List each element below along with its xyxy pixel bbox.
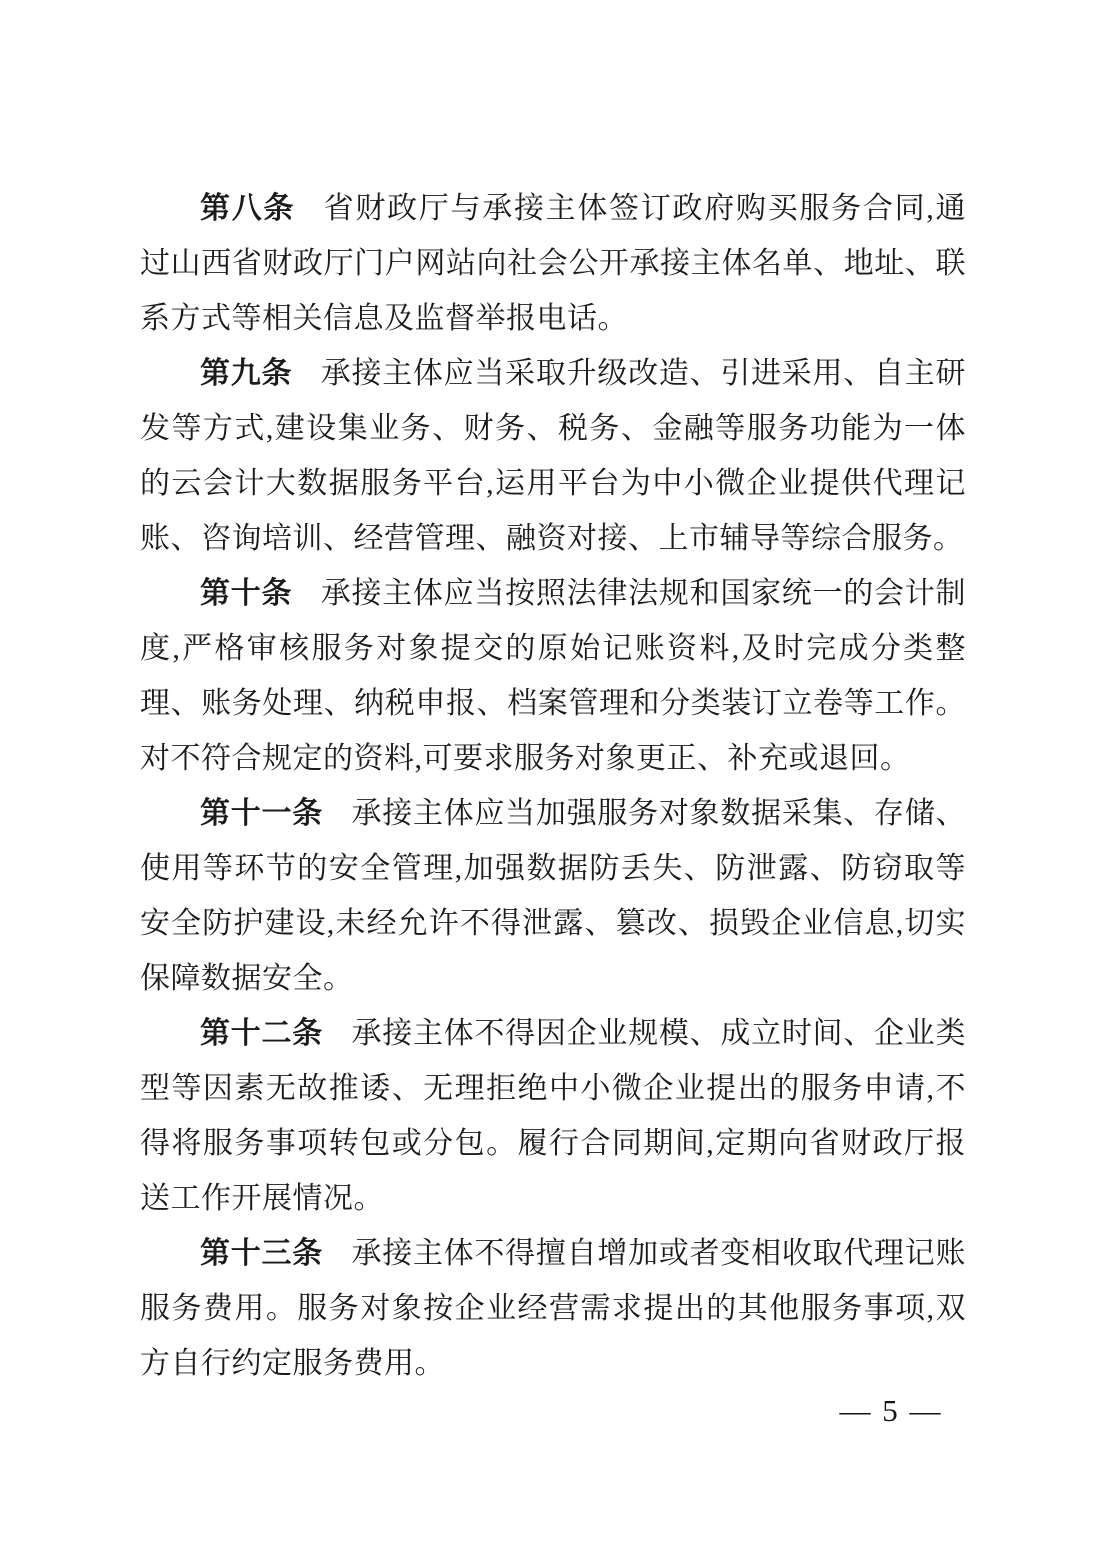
article-text: 承接主体不得擅自增加或者变相收取代理记账服务费用。服务对象按企业经营需求提出的其他服务事项,双方自行约定服务费用。 xyxy=(140,1237,967,1380)
article-number: 第十二条 xyxy=(200,1017,323,1050)
article-text: 承接主体不得因企业规模、成立时间、企业类型等因素无故推诿、无理拒绝中小微企业提出的服务申请,不得将服务事项转包或分包。履行合同期间,定期向省财政厅报送工作开展情况。 xyxy=(140,1017,967,1215)
article-number: 第九条 xyxy=(200,357,293,390)
article-text: 承接主体应当按照法律法规和国家统一的会计制度,严格审核服务对象提交的原始记账资料,及时完成分类整理、账务处理、纳税申报、档案管理和分类装订立卷等工作。对不符合规定的资料,可要求服务对象更正、补充或退回。 xyxy=(140,577,967,775)
article-paragraph xyxy=(140,566,966,786)
article-paragraph xyxy=(140,1226,966,1391)
article-paragraph xyxy=(140,786,966,1006)
page-number: — 5 — xyxy=(839,1393,943,1428)
article-paragraph xyxy=(140,1006,966,1226)
article-paragraph xyxy=(140,181,966,346)
document-body xyxy=(140,181,966,1391)
article-number: 第八条 xyxy=(200,192,296,225)
article-number: 第十一条 xyxy=(200,797,323,830)
article-text: 省财政厅与承接主体签订政府购买服务合同,通过山西省财政厅门户网站向社会公开承接主体名单、地址、联系方式等相关信息及监督举报电话。 xyxy=(140,192,967,335)
article-number: 第十条 xyxy=(200,577,293,610)
article-paragraph xyxy=(140,346,966,566)
article-number: 第十三条 xyxy=(200,1237,323,1270)
article-text: 承接主体应当采取升级改造、引进采用、自主研发等方式,建设集业务、财务、税务、金融等服务功能为一体的云会计大数据服务平台,运用平台为中小微企业提供代理记账、咨询培训、经营管理、融资对接、上市辅导等综合服务。 xyxy=(140,357,967,555)
article-text: 承接主体应当加强服务对象数据采集、存储、使用等环节的安全管理,加强数据防丢失、防泄露、防窃取等安全防护建设,未经允许不得泄露、篡改、损毁企业信息,切实保障数据安全。 xyxy=(140,797,967,995)
